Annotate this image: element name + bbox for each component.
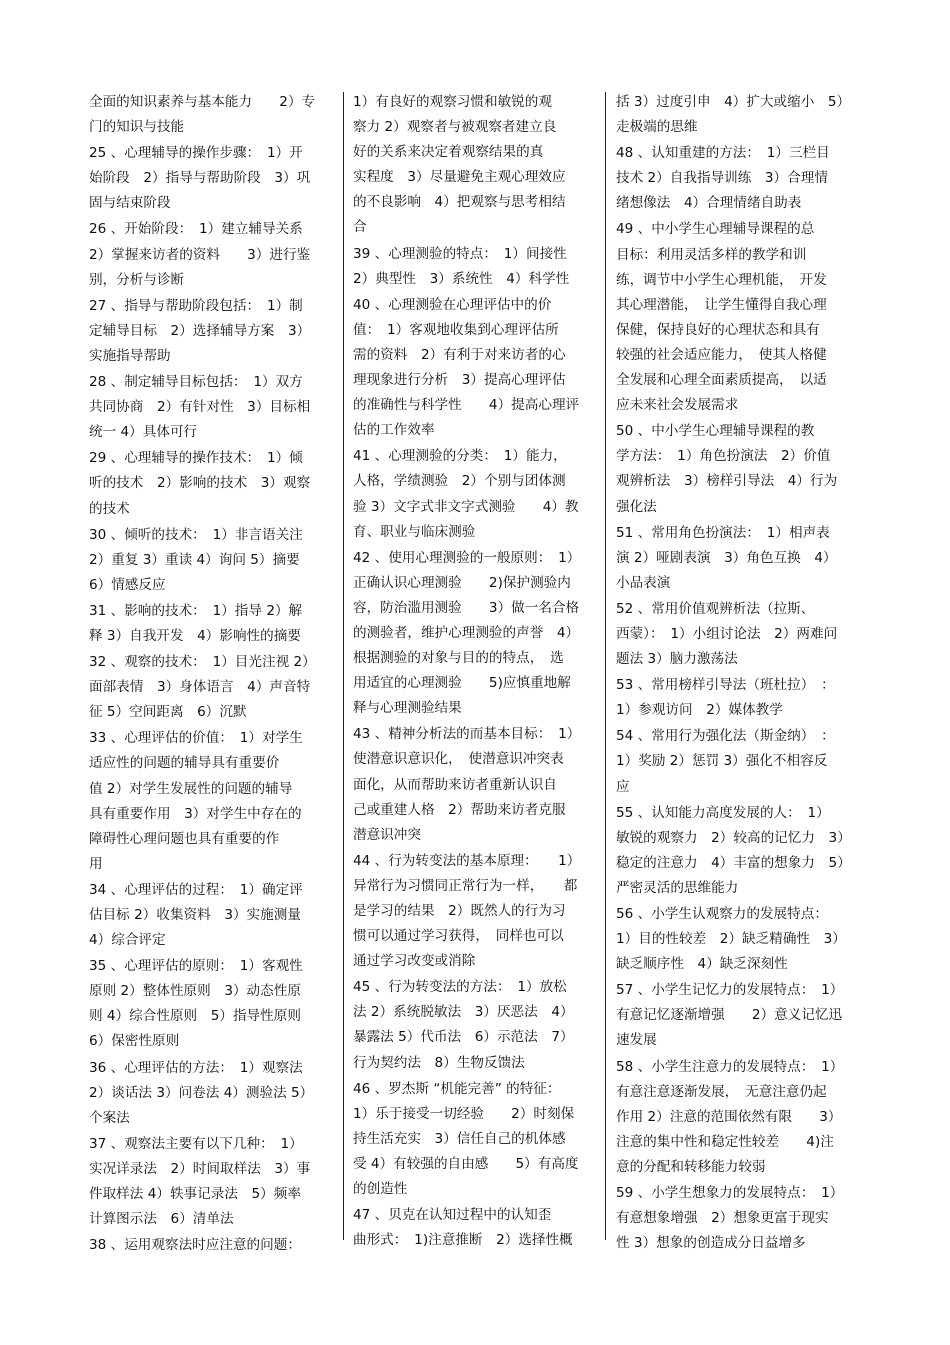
text-line: 则 4）综合性原则 5）指导性原则 [89,1008,301,1025]
text-line: 2）重复 3）重读 4）询问 5）摘要 [89,551,300,568]
text-line: 缺乏顺序性 4）缺乏深刻性 [616,956,788,973]
text-line: 使潜意识意识化， 使潜意识冲突表 [353,751,564,768]
text-line: 31 、影响的技术： 1）指导 2）解 [89,602,303,619]
text-line: 适应性的问题的辅导具有重要价 [89,755,280,772]
column-divider-1 [343,92,344,1240]
text-line: 57 、小学生记忆力的发展特点： 1） [616,982,844,999]
text-line: 察力 2）观察者与被观察者建立良 [353,119,557,136]
text-line: 面部表情 3）身体语言 4）声音特 [89,679,311,696]
text-line: 实程度 3）尽量避免主观心理效应 [353,169,566,186]
text-line: 1）参观访问 2）媒体教学 [616,702,783,719]
text-line: 有意想象增强 2）想象更富于现实 [616,1210,829,1227]
text-line: 固与结束阶段 [89,195,171,212]
paragraph [89,650,339,725]
text-line: 全面的知识素养与基本能力 2）专 [89,94,316,110]
text-line: 37 、观察法主要有以下几种： 1） [89,1135,303,1152]
text-line: 实况详录法 2）时间取样法 3）事 [89,1160,311,1177]
paragraph [353,546,605,722]
text-line: 需的资料 2）有利于对来访者的心 [353,346,566,363]
text-line: 强化法 [616,498,657,515]
text-line: 27 、指导与帮助阶段包括： 1）制 [89,297,303,314]
text-line: 34 、心理评估的过程： 1）确定评 [89,881,303,898]
paragraph [89,217,339,292]
text-line: 括 3）过度引申 4）扩大或缩小 5） [616,94,851,110]
text-line: 53 、常用榜样引导法（班杜拉） ： [616,677,835,694]
text-line: 走极端的思维 [616,119,698,136]
text-line: 的测验者，维护心理测验的声誉 4） [353,624,580,641]
text-line: 合 [353,219,367,236]
text-line: 6）保密性原则 [89,1033,180,1050]
text-line: 40 、心理测验在心理评估中的价 [353,296,552,313]
text-line: 30 、倾听的技术： 1）非言语关注 [89,526,303,543]
text-line: 观辨析法 3）榜样引导法 4）行为 [616,473,838,490]
text-line: 估目标 2）收集资料 3）实施测量 [89,907,301,923]
text-line: 52 、常用价值观辨析法（拉斯、 [616,600,815,617]
text-line: 43 、精神分析法的而基本目标： 1） [353,726,581,743]
text-line: 己或重建人格 2）帮助来访者克服 [353,801,566,818]
text-line: 通过学习改变或消除 [353,953,476,970]
paragraph [353,242,605,292]
text-column-1 [89,90,339,1259]
text-line: 听的技术 2）影响的技术 3）观察 [89,475,311,492]
paragraph [89,1132,339,1232]
text-line: 48 、认知重建的方法： 1）三栏目 [616,145,830,162]
paragraph [89,370,339,445]
text-line: 估的工作效率 [353,422,435,439]
text-line: 练，调节中小学生心理机能， 开发 [616,271,827,288]
text-line: 55 、认知能力高度发展的人： 1） [616,804,830,821]
text-line: 理现象进行分析 3）提高心理评估 [353,372,566,389]
text-column-2 [353,90,605,1254]
text-line: 别，分析与诊断 [89,271,185,288]
paragraph [89,878,339,953]
text-line: 人格，学绩测验 2）个别与团体测 [353,473,566,490]
text-line: 36 、心理评估的方法： 1）观察法 [89,1059,303,1076]
text-line: 值： 1）客观地收集到心理评估所 [353,321,559,338]
text-line: 行为契约法 8）生物反馈法 [353,1054,525,1071]
text-line: 目标：利用灵活多样的教学和训 [616,246,807,263]
text-line: 原则 2）整体性原则 3）动态性原 [89,983,301,1000]
text-line: 45 、行为转变法的方法： 1）放松 [353,979,567,996]
text-line: 速发展 [616,1032,657,1049]
text-line: 44 、行为转变法的基本原理： 1） [353,852,581,869]
paragraph [616,724,866,799]
paragraph [616,902,866,977]
text-line: 潜意识冲突 [353,826,421,843]
text-line: 严密灵活的思维能力 [616,879,739,896]
text-line: 其心理潜能， 让学生懂得自我心理 [616,296,827,313]
paragraph [616,419,866,519]
text-line: 敏锐的观察力 2）较高的记忆力 3） [616,829,851,846]
text-line: 47 、贝克在认知过程中的认知歪 [353,1207,552,1224]
paragraph [616,1055,866,1180]
paragraph [353,444,605,544]
text-line: 应未来社会发展需求 [616,397,739,414]
paragraph [89,599,339,649]
text-line: 2）典型性 3）系统性 4）科学性 [353,270,570,287]
text-line: 受 4）有较强的自由感 5）有高度 [353,1155,579,1172]
text-line: 26 、开始阶段： 1）建立辅导关系 [89,221,303,238]
paragraph [616,1181,866,1256]
text-line: 1）目的性较差 2）缺乏精确性 3） [616,931,846,948]
text-line: 具有重要作用 3）对学生中存在的 [89,805,302,822]
paragraph [616,597,866,672]
text-line: 41 、心理测验的分类： 1）能力， [353,448,567,465]
paragraph [616,521,866,596]
text-line: 共同协商 2）有针对性 3）目标相 [89,399,311,416]
paragraph [89,954,339,1054]
text-line: 59 、小学生想象力的发展特点： 1） [616,1185,844,1202]
paragraph [616,801,866,901]
paragraph [89,141,339,216]
paragraph [353,1077,605,1202]
text-line: 释 3）自我开发 4）影响性的摘要 [89,627,301,644]
text-line: 38 、运用观察法时应注意的问题： [89,1237,301,1254]
text-line: 33 、心理评估的价值： 1）对学生 [89,730,303,747]
text-line: 35 、心理评估的原则： 1）客观性 [89,958,303,975]
paragraph [616,217,866,418]
text-line: 56 、小学生认观察力的发展特点： [616,906,828,922]
text-line: 51 、常用角色扮演法： 1）相声表 [616,524,830,541]
text-line: 2）掌握来访者的资料 3）进行鉴 [89,246,311,263]
column-divider-2 [605,92,606,1240]
text-line: 有意注意逐渐发展， 无意注意仍起 [616,1083,827,1100]
paragraph [89,726,339,877]
text-line: 较强的社会适应能力， 使其人格健 [616,346,827,363]
text-line: 是学习的结果 2）既然人的行为习 [353,903,566,919]
text-line: 持生活充实 3）信任自己的机体感 [353,1130,566,1147]
paragraph [89,294,339,369]
text-line: 作用 2）注意的范围依然有限 3） [616,1108,842,1125]
text-line: 根据测验的对象与目的的特点， 选 [353,650,564,667]
text-line: 异常行为习惯同正常行为一样， 都 [353,877,578,894]
text-line: 全发展和心理全面素质提高， 以适 [616,372,827,389]
text-line: 统一 4）具体可行 [89,424,198,441]
text-line: 的准确性与科学性 4）提高心理评 [353,397,580,414]
text-line: 应 [616,778,630,795]
text-line: 1）有良好的观察习惯和敏锐的观 [353,94,552,110]
text-line: 29 、心理辅导的操作技术： 1）倾 [89,450,303,467]
text-line: 28 、制定辅导目标包括： 1）双方 [89,374,303,391]
text-column-3 [616,90,866,1257]
text-line: 用 [89,855,103,872]
text-line: 西蒙）： 1）小组讨论法 2）两难问 [616,625,838,642]
paragraph [89,1233,339,1258]
paragraph [616,141,866,216]
text-line: 39 、心理测验的特点： 1）间接性 [353,245,567,262]
text-line: 门的知识与技能 [89,119,185,136]
text-line: 2）谈话法 3）问卷法 4）测验法 5） [89,1084,314,1101]
text-line: 暴露法 5）代币法 6）示范法 7） [353,1029,574,1046]
text-line: 49 、中小学生心理辅导课程的总 [616,221,815,238]
paragraph [353,293,605,444]
text-line: 个案法 [89,1109,130,1126]
text-line: 值 2）对学生发展性的问题的辅导 [89,780,293,797]
text-line: 好的关系来决定着观察结果的真 [353,144,544,161]
text-line: 用适宜的心理测验 5)应慎重地解 [353,675,571,692]
text-line: 50 、中小学生心理辅导课程的教 [616,423,815,440]
text-line: 4）综合评定 [89,932,166,949]
text-line: 保健，保持良好的心理状态和具有 [616,321,820,338]
text-line: 释与心理测验结果 [353,700,462,717]
paragraph [616,90,866,140]
text-line: 件取样法 4）轶事记录法 5）频率 [89,1186,301,1203]
paragraph [89,523,339,598]
text-line: 42 、使用心理测验的一般原则： 1） [353,549,581,566]
text-line: 稳定的注意力 4）丰富的想象力 5） [616,854,851,871]
text-line: 育、职业与临床测验 [353,523,476,540]
text-line: 曲形式： 1)注意推断 2）选择性概 [353,1232,573,1249]
paragraph [353,722,605,847]
text-line: 的技术 [89,500,130,517]
paragraph [353,1203,605,1253]
text-line: 的创造性 [353,1181,408,1198]
text-line: 58 、小学生注意力的发展特点： 1） [616,1058,844,1075]
text-line: 定辅导目标 2）选择辅导方案 3） [89,322,311,339]
text-line: 学方法： 1）角色扮演法 2）价值 [616,448,831,465]
paragraph [353,90,605,241]
text-line: 46 、罗杰斯 “机能完善” 的特征： [353,1080,561,1097]
text-line: 1）奖励 2）惩罚 3）强化不相容反 [616,753,828,770]
text-line: 54 、常用行为强化法（斯金纳） ： [616,728,835,745]
text-line: 技术 2）自我指导训练 3）合理情 [616,170,828,187]
text-line: 面化，从而帮助来访者重新认识自 [353,776,557,793]
text-line: 法 2）系统脱敏法 3）厌恶法 4） [353,1004,574,1021]
text-line: 计算图示法 6）清单法 [89,1211,234,1228]
text-line: 1）乐于接受一切经验 2）时刻保 [353,1105,575,1122]
text-line: 实施指导帮助 [89,347,171,364]
text-line: 性 3）想象的创造成分日益增多 [616,1235,806,1252]
paragraph [353,849,605,974]
text-line: 有意记忆逐渐增强 2）意义记忆迅 [616,1007,843,1024]
text-line: 征 5）空间距离 6）沉默 [89,704,247,721]
paragraph [616,978,866,1053]
text-line: 惯可以通过学习获得， 同样也可以 [353,928,564,945]
paragraph [616,673,866,723]
text-line: 始阶段 2）指导与帮助阶段 3）巩 [89,170,311,187]
text-line: 的不良影响 4）把观察与思考相结 [353,194,566,211]
text-line: 验 3）文字式非文字式测验 4）教 [353,498,579,515]
text-line: 障碍性心理问题也具有重要的作 [89,830,280,847]
text-line: 绪想像法 4）合理情绪自助表 [616,195,802,212]
text-line: 6）情感反应 [89,576,166,593]
text-line: 意的分配和转移能力较弱 [616,1158,766,1175]
paragraph [89,90,339,140]
paragraph [353,975,605,1075]
text-line: 演 2）哑剧表演 3）角色互换 4） [616,549,837,566]
paragraph [89,1056,339,1131]
text-line: 正确认识心理测验 2)保护测验内 [353,574,571,591]
text-line: 32 、观察的技术： 1）目光注视 2） [89,654,316,671]
text-line: 容，防治滥用测验 3）做一名合格 [353,599,580,616]
text-line: 25 、心理辅导的操作步骤： 1）开 [89,145,303,162]
text-line: 注意的集中性和稳定性较差 4)注 [616,1133,834,1150]
text-line: 小品表演 [616,574,671,591]
text-line: 题法 3）脑力激荡法 [616,651,738,668]
paragraph [89,446,339,521]
